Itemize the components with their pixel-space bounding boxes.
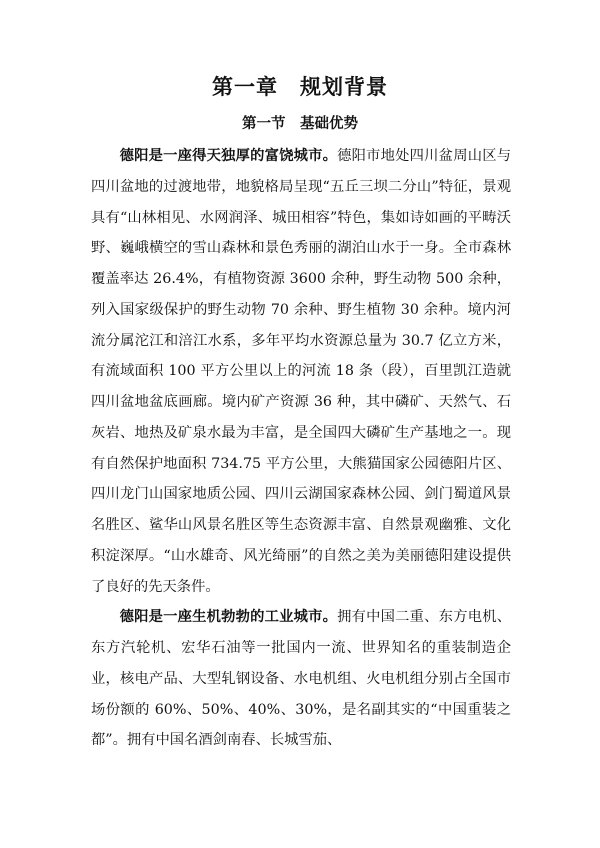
paragraph-industrial-city xyxy=(91,602,511,756)
paragraph-natural-resources xyxy=(91,141,511,602)
section-title: 第一节 基础优势 xyxy=(242,115,358,132)
paragraph-text: 德阳市地处四川盆周山区与四川盆地的过渡地带，地貌格局呈现“五丘三坝二分山”特征，景观具有“山林相见、水网润泽、城田相容”特色，集如诗如画的平畴沃野、巍峨横空的雪山森林和景色秀丽的湖泊山水于一身。全市森林覆盖率达 26.4%，有植物资源 3600 余种，野生动物 500 余种，列入国家级保护的野生动物 70 余种、野生植物 30 余种。境内河流分属沱江和涪江水系，多年平均水资源总量为 30.7 亿立方米，有流域面积 100 平方公里以上的河流 18 条（段），百里凯江造就四川盆地盆底画廊。境内矿产资源 36 种，其中磷矿、天然气、石灰岩、地热及矿泉水最为丰富，是全国四大磷矿生产基地之一。现有自然保护地面积 734.75 平方公里，大熊猫国家公园德阳片区、四川龙门山国家地质公园、四川云湖国家森林公园、剑门蜀道风景名胜区、鲨华山风景名胜区等生态资源丰富、自然景观幽雅、文化积淀深厚。“山水雄奇、风光绮丽”的自然之美为美丽德阳建设提供了良好的先天条件。 xyxy=(91,148,511,595)
paragraph-lead: 德阳是一座生机勃勃的工业城市。 xyxy=(119,609,338,626)
paragraph-text: 拥有中国二重、东方电机、东方汽轮机、宏华石油等一批国内一流、世界知名的重装制造企业，核电产品、大型轧钢设备、水电机组、火电机组分别占全国市场份额的 60%、50%、40%、30%，是名副其实的“中国重装之都”。拥有中国名酒剑南春、长城雪茄、 xyxy=(91,609,511,749)
document-body xyxy=(91,141,511,756)
chapter-title: 第一章 规划背景 xyxy=(212,75,388,99)
paragraph-lead: 德阳是一座得天独厚的富饶城市。 xyxy=(119,148,338,164)
